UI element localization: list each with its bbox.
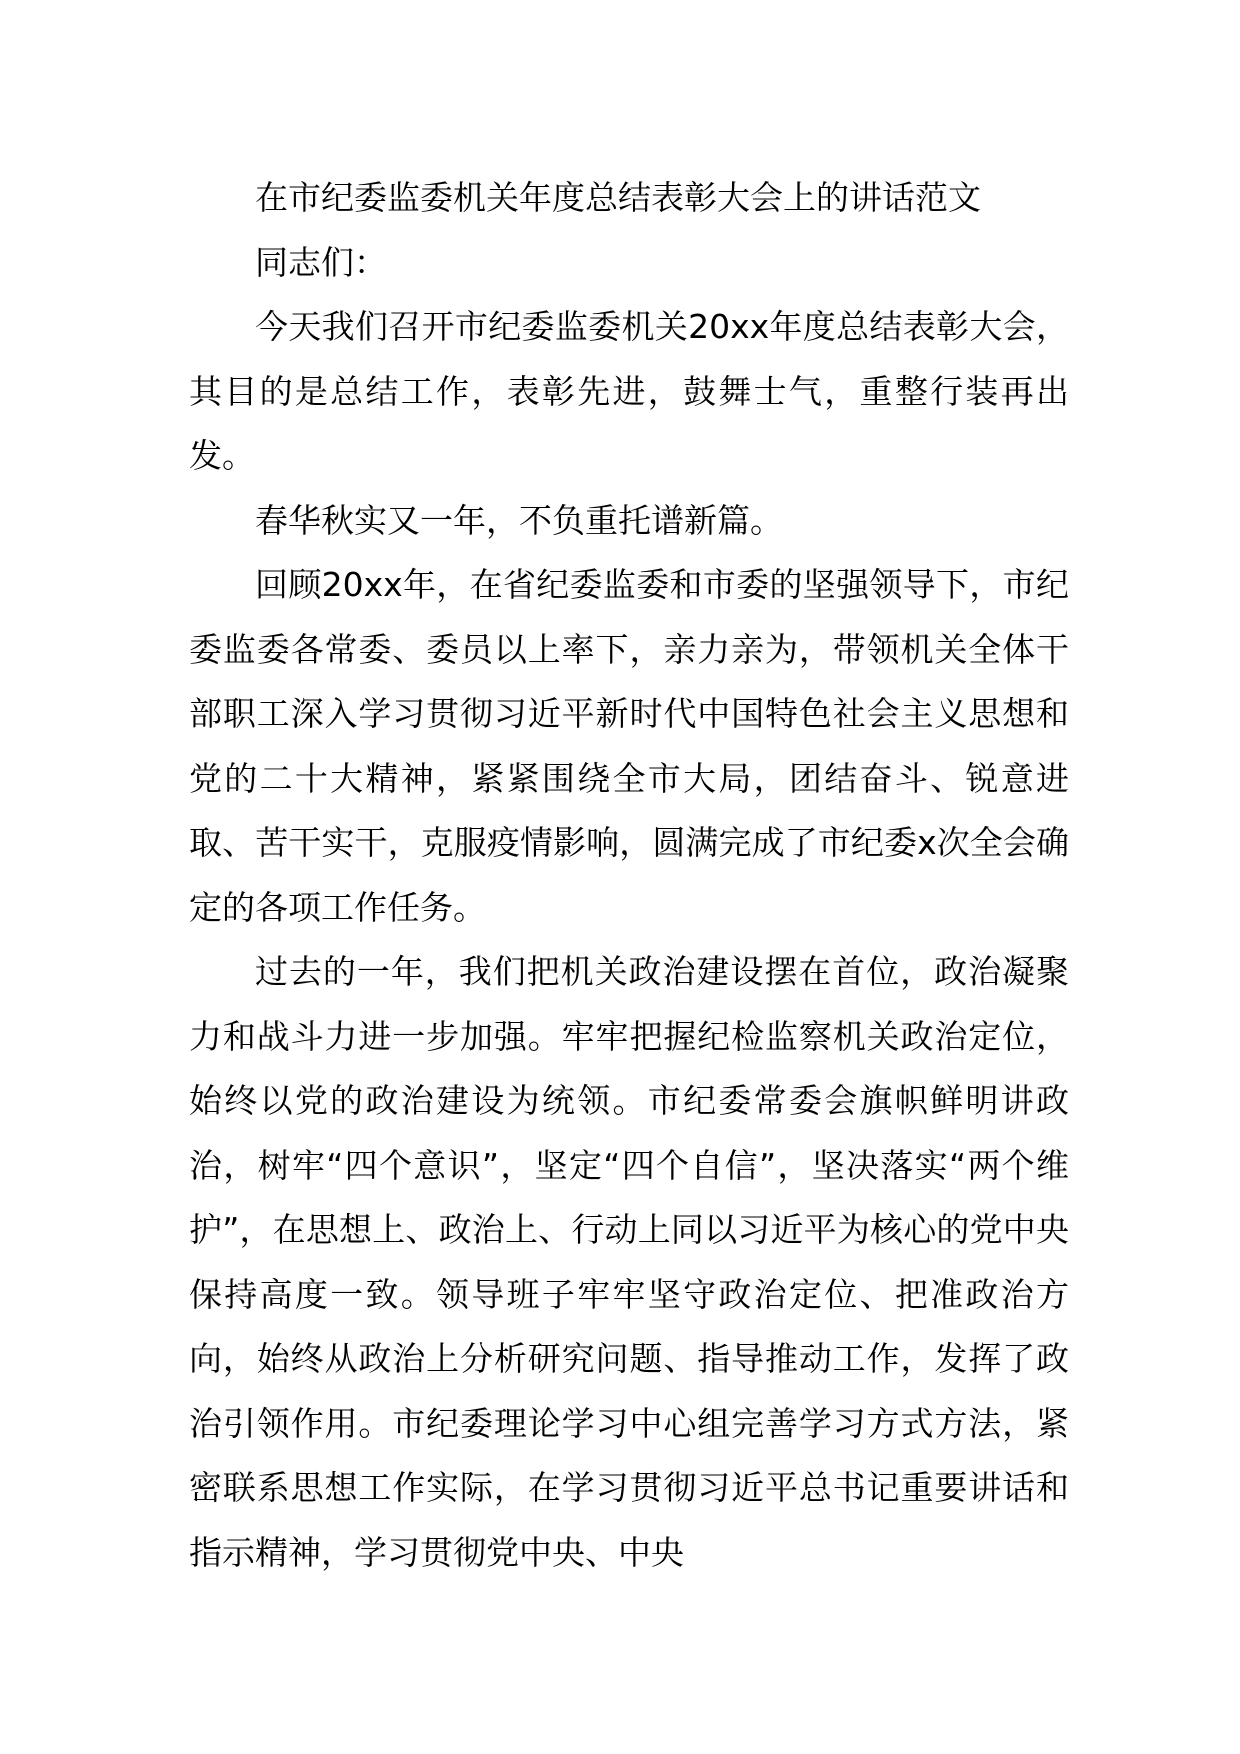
paragraph-2: 春华秋实又一年，不负重托谱新篇。 (255, 500, 783, 540)
paragraph-1: 今天我们召开市纪委监委机关20xx年度总结表彰大会，其目的是总结工作，表彰先进，鼓舞士气，重整行装再出发。 (189, 307, 1069, 475)
paragraph-3: 回顾20xx年，在省纪委监委和市委的坚强领导下，市纪委监委各常委、委员以上率下，亲力亲为，带领机关全体干部职工深入学习贯彻习近平新时代中国特色社会主义思想和党的二十大精神，紧紧围绕全市大局，团结奋斗、锐意进取、苦干实干，克服疫情影响，圆满完成了市纪委x次全会确定的各项工作任务。 (189, 565, 1069, 927)
document-body (189, 166, 1069, 1585)
paragraph-4: 过去的一年，我们把机关政治建设摆在首位，政治凝聚力和战斗力进一步加强。牢牢把握纪检监察机关政治定位，始终以党的政治建设为统领。市纪委常委会旗帜鲜明讲政治，树牢“四个意识”，坚定“四个自信”，坚决落实“两个维护”，在思想上、政治上、行动上同以习近平为核心的党中央保持高度一致。领导班子牢牢坚守政治定位、把准政治方向，始终从政治上分析研究问题、指导推动工作，发挥了政治引领作用。市纪委理论学习中心组完善学习方式方法，紧密联系思想工作实际，在学习贯彻习近平总书记重要讲话和指示精神，学习贯彻党中央、中央 (189, 952, 1069, 1572)
salutation: 同志们： (255, 242, 387, 282)
document-title: 在市纪委监委机关年度总结表彰大会上的讲话范文 (255, 178, 981, 217)
